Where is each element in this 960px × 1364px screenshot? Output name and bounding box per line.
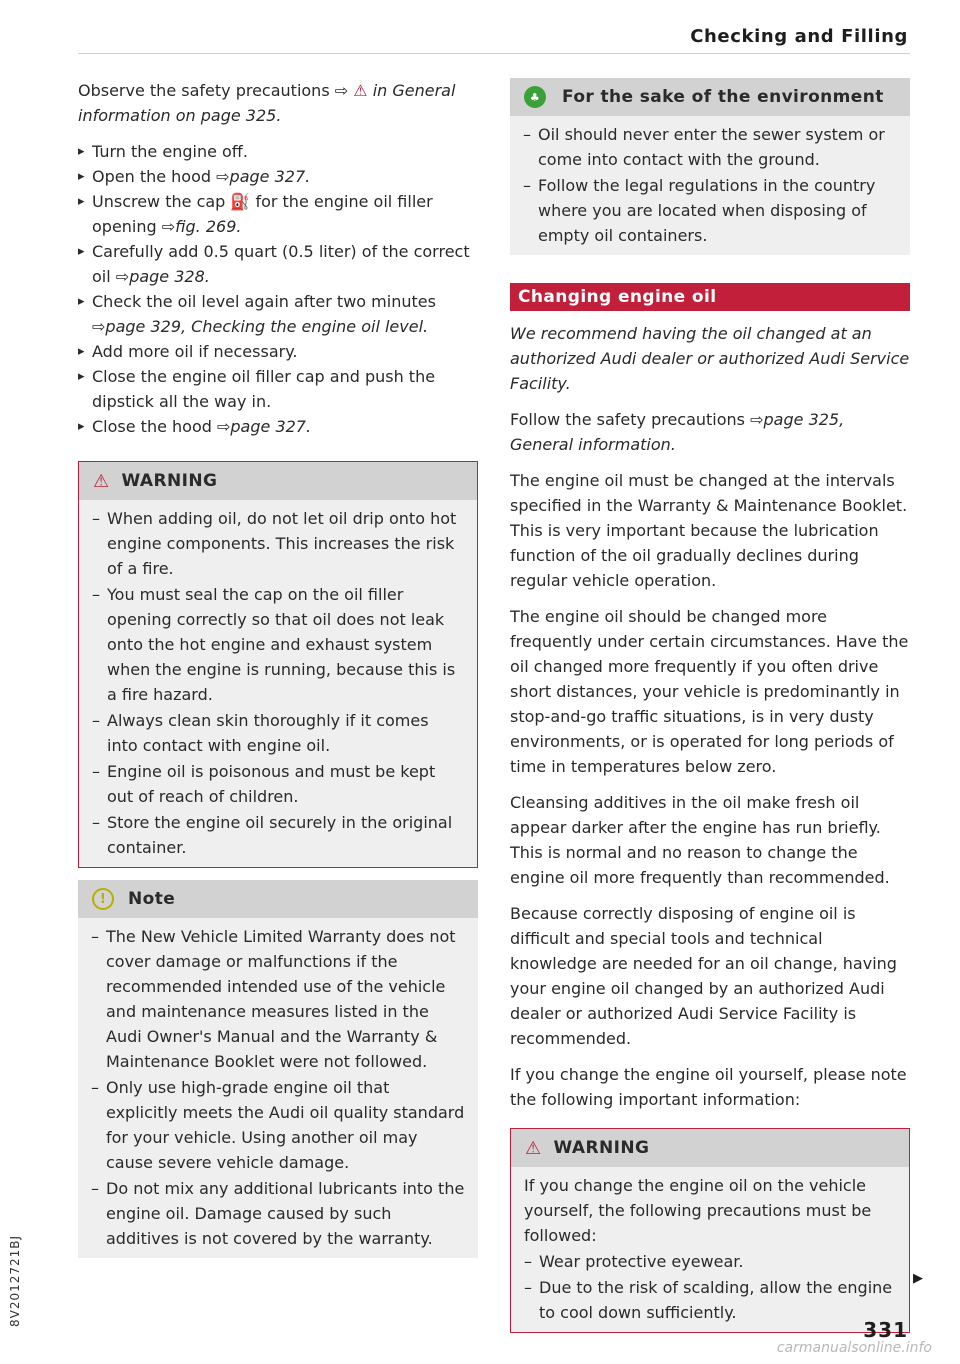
page-ref-link[interactable]: page 325, General information. xyxy=(510,410,845,454)
arrow-ref-icon: ⇨ xyxy=(92,317,106,336)
step-item: ▸ Check the oil level again after two minutes ⇨page 329, Checking the engine oil level. xyxy=(78,289,478,339)
list-item: – Only use high-grade engine oil that explicitly meets the Audi oil quality standard for your vehicle. Using another oil may cause severe vehicle damage. xyxy=(91,1075,465,1175)
intro-ref-link[interactable]: in General information on page 325. xyxy=(78,81,456,125)
exclamation-circle-icon: ! xyxy=(92,888,114,910)
list-item: – Always clean skin thoroughly if it comes into contact with engine oil. xyxy=(92,708,464,758)
list-item: – Wear protective eyewear. xyxy=(524,1249,896,1274)
body-paragraph: If you change the engine oil yourself, please note the following important information: xyxy=(510,1065,907,1109)
section-heading: Changing engine oil xyxy=(510,283,910,311)
list-item: – Engine oil is poisonous and must be kept out of reach of children. xyxy=(92,759,464,809)
body-paragraph: Cleansing additives in the oil make fresh oil appear darker after the engine has run briefly. This is normal and no reason to change the engine oil more frequently than recommended. xyxy=(510,793,890,887)
left-column xyxy=(78,78,478,1270)
lead-paragraph: We recommend having the oil changed at an authorized Audi dealer or authorized Audi Service Facility. xyxy=(510,324,910,393)
body-paragraph: The engine oil must be changed at the intervals specified in the Warranty & Maintenance Booklet. This is very important because the lubrication function of the oil gradually declines during regular vehicle operation. xyxy=(510,471,908,590)
step-item: ▸ Open the hood ⇨page 327. xyxy=(78,164,478,189)
arrow-ref-icon: ⇨ xyxy=(750,410,764,429)
list-item: – Oil should never enter the sewer system or come into contact with the ground. xyxy=(523,122,897,172)
page-ref-link[interactable]: page 327. xyxy=(229,167,311,186)
page-ref-link[interactable]: page 327. xyxy=(230,417,312,436)
step-item: ▸ Close the engine oil filler cap and push the dipstick all the way in. xyxy=(78,364,478,414)
list-item: – Do not mix any additional lubricants into the engine oil. Damage caused by such additives is not covered by the warranty. xyxy=(91,1176,465,1251)
procedure-steps xyxy=(78,139,478,439)
page-ref-link[interactable]: page 329, Checking the engine oil level. xyxy=(105,317,429,336)
note-box xyxy=(78,880,478,1258)
page-number: 331 xyxy=(863,1318,908,1342)
document-code: 8V2012721BJ xyxy=(8,1234,22,1327)
intro-paragraph: Observe the safety precautions ⇨ ⚠ in General information on page 325. xyxy=(78,81,456,125)
body-paragraph: The engine oil should be changed more frequently under certain circumstances. Have the oil changed more frequently if you often drive short distances, your vehicle is predominantly in stop-and-go traffic situations, is in very dusty environments, or is operated for long periods of time in temperatures below zero. xyxy=(510,607,909,776)
warning-box xyxy=(510,1128,910,1333)
environment-header: ♣ For the sake of the environment xyxy=(510,78,910,116)
warning-header: ⚠ WARNING xyxy=(511,1129,909,1167)
step-item: ▸ Close the hood ⇨page 327. xyxy=(78,414,478,439)
list-item: – Store the engine oil securely in the original container. xyxy=(92,810,464,860)
list-item: – You must seal the cap on the oil filler opening correctly so that oil does not leak onto the hot engine and exhaust system when the engine is running, because this is a fire hazard. xyxy=(92,582,464,707)
environment-leaf-icon: ♣ xyxy=(524,86,546,108)
step-item: ▸ Add more oil if necessary. xyxy=(78,339,478,364)
note-header: ! Note xyxy=(78,880,478,918)
arrow-ref-icon: ⇨ xyxy=(115,267,130,286)
header-divider xyxy=(78,53,910,54)
list-item: – Follow the legal regulations in the country where you are located when disposing of empty oil containers. xyxy=(523,173,897,248)
step-item: ▸ Unscrew the cap ⛽ for the engine oil filler opening ⇨fig. 269. xyxy=(78,189,478,239)
figure-ref-link[interactable]: fig. 269. xyxy=(175,217,242,236)
continue-arrow-icon: ▶ xyxy=(913,1271,923,1286)
warning-box xyxy=(78,461,478,868)
follow-paragraph: Follow the safety precautions ⇨page 325, General information. xyxy=(510,410,845,454)
arrow-ref-icon: ⇨ xyxy=(216,417,231,436)
body-paragraph: Because correctly disposing of engine oil is difficult and special tools and technical knowledge are needed for an oil change, having your engine oil changed by an authorized Audi dealer or authorized Audi Service Facility is recommended. xyxy=(510,904,897,1048)
list-item: – When adding oil, do not let oil drip onto hot engine components. This increases the risk of a fire. xyxy=(92,506,464,581)
warning-intro: If you change the engine oil on the vehicle yourself, the following precautions must be followed: xyxy=(524,1176,872,1245)
warning-list xyxy=(524,1249,896,1325)
note-list xyxy=(91,924,465,1251)
right-column xyxy=(510,78,910,1345)
list-item: – Due to the risk of scalding, allow the engine to cool down sufficiently. xyxy=(524,1275,896,1325)
step-item: ▸ Carefully add 0.5 quart (0.5 liter) of the correct oil ⇨page 328. xyxy=(78,239,478,289)
arrow-ref-icon: ⇨ xyxy=(161,217,176,236)
list-item: – The New Vehicle Limited Warranty does not cover damage or malfunctions if the recommended intended use of the vehicle and maintenance measures listed in the Audi Owner's Manual and the Warranty & Maintenance Booklet were not followed. xyxy=(91,924,465,1074)
warning-triangle-icon: ⚠ xyxy=(353,81,368,100)
arrow-ref-icon: ⇨ xyxy=(216,167,230,186)
oil-can-icon: ⛽ xyxy=(230,192,251,211)
warning-triangle-icon: ⚠ xyxy=(525,1137,542,1159)
page-ref-link[interactable]: page 328. xyxy=(129,267,210,286)
environment-box xyxy=(510,78,910,255)
watermark: carmanualsonline.info xyxy=(776,1340,932,1356)
environment-list xyxy=(523,122,897,248)
arrow-ref-icon: ⇨ xyxy=(334,81,349,100)
warning-triangle-icon: ⚠ xyxy=(93,470,110,492)
page-header-title: Checking and Filling xyxy=(690,26,908,47)
warning-list xyxy=(92,506,464,860)
warning-header: ⚠ WARNING xyxy=(79,462,477,500)
step-item: ▸ Turn the engine off. xyxy=(78,139,478,164)
